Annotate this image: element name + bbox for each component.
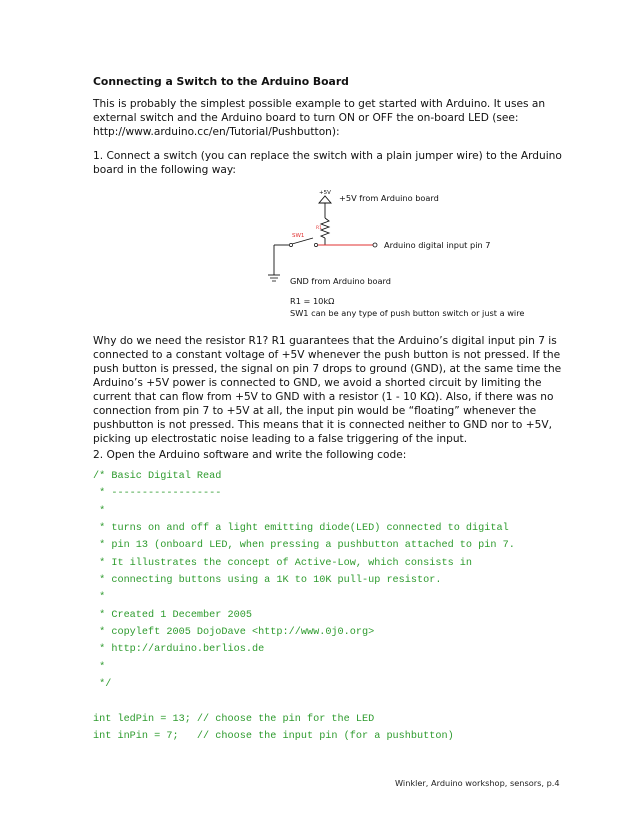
section-heading: Connecting a Switch to the Arduino Board	[93, 75, 349, 88]
code-line: /* Basic Digital Read	[93, 471, 222, 482]
explanation-line: Arduino’s +5V power is connected to GND, we avoid a shorted circuit by limiting the	[93, 377, 542, 389]
code-line: * http://arduino.berlios.de	[93, 644, 265, 655]
vcc-symbol-label: +5V	[319, 190, 331, 196]
code-line: * Created 1 December 2005	[93, 610, 252, 621]
code-line: int inPin = 7; // choose the input pin (for a pushbutton)	[93, 731, 454, 742]
code-line: * ------------------	[93, 488, 222, 499]
code-line: * connecting buttons using a 1K to 10K pull-up resistor.	[93, 575, 442, 586]
code-line: * turns on and off a light emitting diode(LED) connected to digital	[93, 523, 509, 534]
step2-paragraph: 2. Open the Arduino software and write the following code:	[93, 449, 407, 461]
input-pin-terminal	[373, 243, 377, 247]
switch-note: SW1 can be any type of push button switch or just a wire	[290, 308, 525, 318]
gnd-label: GND from Arduino board	[290, 276, 391, 286]
explanation-line: Why do we need the resistor R1? R1 guarantees that the Arduino’s digital input pin 7 is	[93, 335, 557, 347]
code-line: * pin 13 (onboard LED, when pressing a pushbutton attached to pin 7.	[93, 540, 515, 551]
circuit-diagram	[0, 0, 638, 330]
code-line: *	[93, 662, 106, 673]
resistor-value-note: R1 = 10kΩ	[290, 296, 335, 306]
code-line: int ledPin = 13; // choose the pin for the LED	[93, 714, 375, 725]
code-line: * copyleft 2005 DojoDave <http://www.0j0.org>	[93, 627, 375, 638]
intro-line: external switch and the Arduino board to turn ON or OFF the on-board LED (see:	[93, 112, 519, 124]
explanation-line: connected to a constant voltage of +5V whenever the push button is not pressed. If the	[93, 349, 561, 361]
explanation-line: connection from pin 7 to +5V at all, the input pin would be “floating” whenever the	[93, 405, 537, 417]
intro-line: This is probably the simplest possible example to get started with Arduino. It uses an	[93, 98, 546, 110]
switch-label: SW1	[292, 233, 305, 239]
explanation-line: picking up electrostatic noise leading to a false triggering of the input.	[93, 433, 468, 445]
code-line: * It illustrates the concept of Active-Low, which consists in	[93, 558, 473, 569]
code-line: *	[93, 506, 106, 517]
code-line: *	[93, 592, 106, 603]
input-pin-label: Arduino digital input pin 7	[384, 240, 491, 250]
vcc-label: +5V from Arduino board	[339, 193, 439, 203]
vcc-arrow-symbol	[319, 196, 331, 203]
intro-link-line: http://www.arduino.cc/en/Tutorial/Pushbutton):	[93, 126, 340, 138]
resistor-label: R1	[316, 226, 322, 231]
explanation-line: push button is pressed, the signal on pin 7 drops to ground (GND), at the same time the	[93, 363, 562, 375]
page-footer: Winkler, Arduino workshop, sensors, p.4	[395, 778, 560, 788]
code-line: */	[93, 679, 112, 690]
step1-line: board in the following way:	[93, 164, 236, 176]
explanation-line: current that can flow from +5V to GND with a resistor (1 - 10 KΩ). Also, if there was no	[93, 391, 554, 403]
resistor-symbol	[321, 218, 329, 238]
explanation-paragraph	[93, 334, 562, 446]
step1-line: 1. Connect a switch (you can replace the switch with a plain jumper wire) to the Arduino	[93, 150, 562, 162]
explanation-line: pushbutton is not pressed. This means that it is connected neither to GND nor to +5V,	[93, 419, 552, 431]
switch-terminal-right	[314, 243, 317, 246]
